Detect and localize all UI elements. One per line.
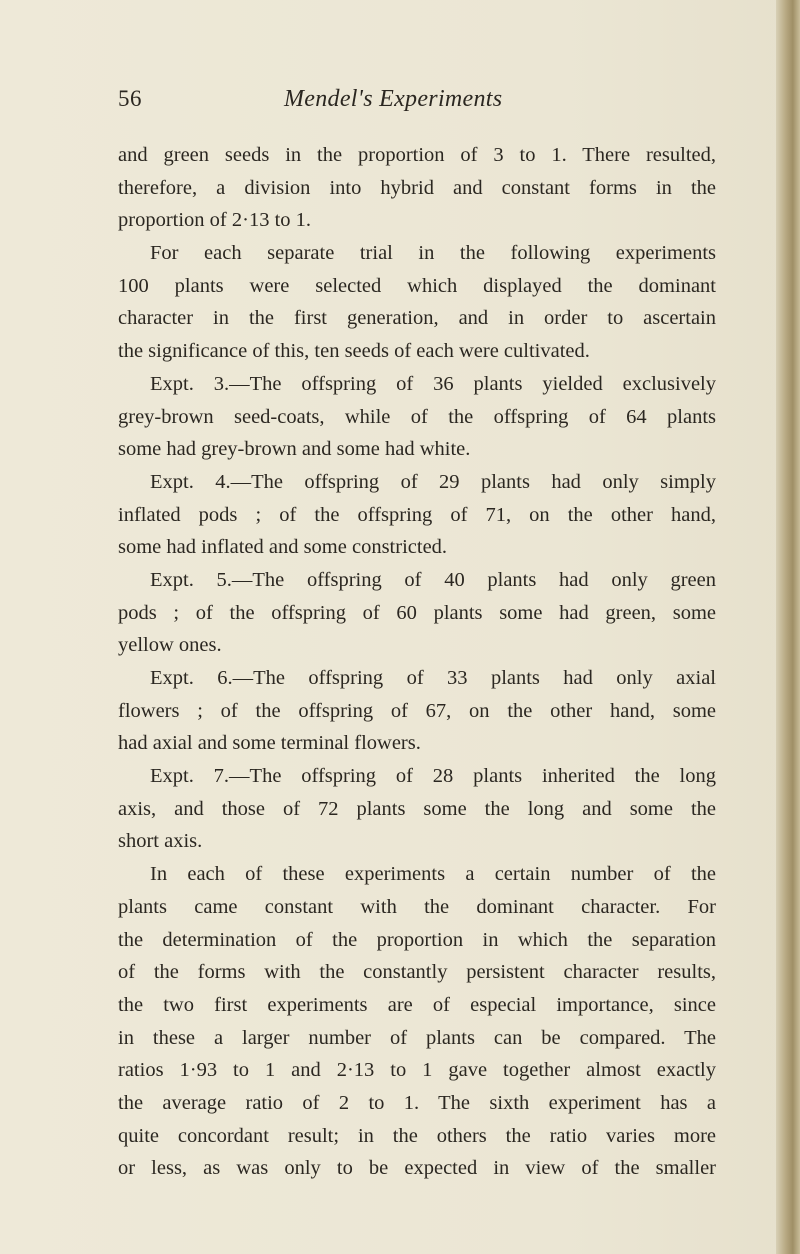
text-line: therefore, a division into hybrid and constant forms in the — [118, 176, 716, 199]
text-line: and green seeds in the proportion of 3 to 1. There resulted, — [118, 144, 716, 166]
text-line: inflated pods ; of the offspring of 71, on the other hand, — [118, 503, 716, 526]
text-line: Expt. 6.—The offspring of 33 plants had only axial — [150, 667, 716, 689]
text-line: the determination of the proportion in which the separation — [118, 928, 716, 951]
text-line: had axial and some terminal flowers. — [118, 732, 421, 755]
text-line: ratios 1·93 to 1 and 2·13 to 1 gave together almost exactly — [118, 1059, 716, 1082]
text-line: the two first experiments are of especial importance, since — [118, 993, 716, 1016]
text-line: character in the first generation, and in order to ascertain — [118, 307, 716, 330]
text-line: Expt. 5.—The offspring of 40 plants had only green — [150, 568, 716, 591]
body-text — [118, 139, 716, 1185]
page-number: 56 — [118, 86, 142, 111]
text-line: the average ratio of 2 to 1. The sixth experiment has a — [118, 1091, 716, 1114]
text-line: grey-brown seed-coats, while of the offspring of 64 plants — [118, 405, 716, 428]
text-line: some had grey-brown and some had white. — [118, 438, 471, 461]
text-line: of the forms with the constantly persistent character results, — [118, 961, 716, 984]
text-line: yellow ones. — [118, 634, 222, 657]
running-title: Mendel's Experiments — [284, 86, 503, 112]
page-binding-edge — [776, 0, 800, 1254]
text-line: flowers ; of the offspring of 67, on the other hand, some — [118, 699, 716, 722]
text-line: proportion of 2·13 to 1. — [118, 209, 312, 232]
text-line: In each of these experiments a certain number of the — [150, 863, 716, 886]
text-line: pods ; of the offspring of 60 plants some had green, some — [118, 601, 716, 624]
text-line: Expt. 7.—The offspring of 28 plants inherited the long — [150, 765, 716, 788]
text-line: Expt. 4.—The offspring of 29 plants had only simply — [150, 470, 716, 493]
text-line: 100 plants were selected which displayed the dominant — [118, 274, 716, 297]
text-line: quite concordant result; in the others the ratio varies more — [118, 1124, 716, 1147]
text-line: plants came constant with the dominant character. For — [118, 895, 716, 918]
text-line: For each separate trial in the following experiments — [150, 242, 716, 265]
text-line: Expt. 3.—The offspring of 36 plants yielded exclusively — [150, 372, 716, 395]
text-line: short axis. — [118, 830, 203, 853]
text-line: axis, and those of 72 plants some the long and some the — [118, 797, 716, 820]
text-line: the significance of this, ten seeds of each were cultivated. — [118, 340, 590, 363]
text-line: or less, as was only to be expected in view of the smaller — [118, 1157, 716, 1180]
text-line: some had inflated and some constricted. — [118, 536, 448, 559]
text-line: in these a larger number of plants can be compared. The — [118, 1026, 716, 1049]
running-head — [118, 86, 758, 116]
